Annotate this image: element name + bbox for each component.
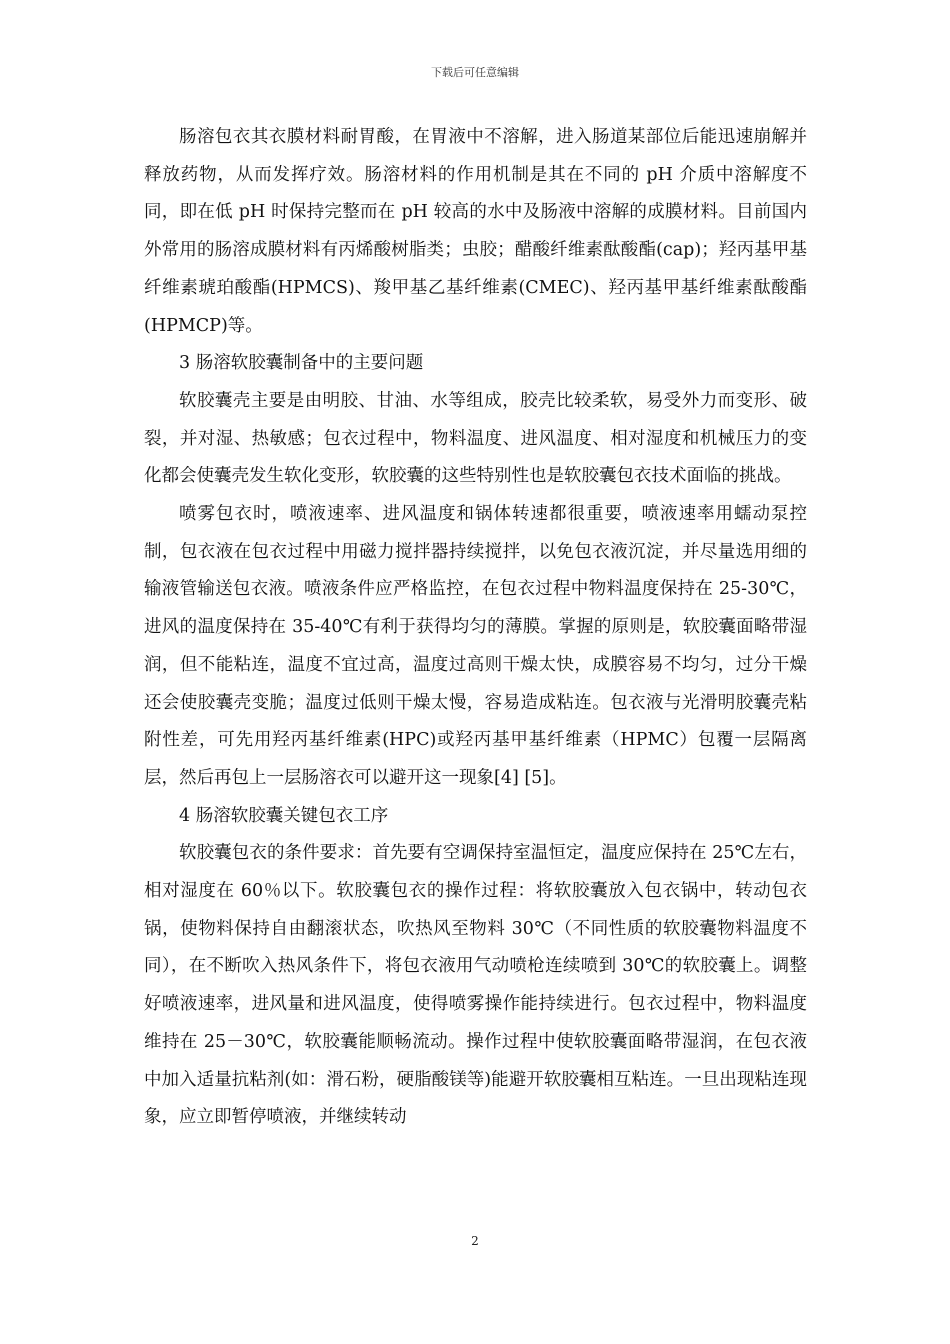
page-number: 2 bbox=[471, 1234, 479, 1248]
paragraph-soft-capsule-shell: 软胶囊壳主要是由明胶、甘油、水等组成，胶壳比较柔软，易受外力而变形、破裂，并对湿、热敏感；包衣过程中，物料温度、进风温度、相对湿度和机械压力的变化都会使囊壳发生软化变形，软胶囊的这些特别性也是软胶囊包衣技术面临的挑战。 bbox=[144, 390, 807, 487]
paragraph-coating-process: 软胶囊包衣的条件要求：首先要有空调保持室温恒定，温度应保持在 25℃左右，相对湿度在 60％以下。软胶囊包衣的操作过程：将软胶囊放入包衣锅中，转动包衣锅，使物料保持自由翻滚状态，吹热风至物料 30℃（不同性质的软胶囊物料温度不同），在不断吹入热风条件下，将包衣液用气动喷枪连续喷到 30℃的软胶囊上。调整好喷液速率，进风量和进风温度，使得喷雾操作能持续进行。包衣过程中，物料温度维持在 25－30℃，软胶囊能顺畅流动。操作过程中使软胶囊面略带湿润，在包衣液中加入适量抗粘剂(如：滑石粉，硬脂酸镁等)能避开软胶囊相互粘连。一旦出现粘连现象，应立即暂停喷液，并继续转动 bbox=[144, 843, 807, 1128]
section-heading-3: 3 肠溶软胶囊制备中的主要问题 bbox=[179, 353, 424, 374]
section-heading-4: 4 肠溶软胶囊关键包衣工序 bbox=[179, 805, 389, 826]
page-header: 下载后可任意编辑 bbox=[431, 66, 519, 79]
paragraph-enteric-coating-materials: 肠溶包衣其衣膜材料耐胃酸，在胃液中不溶解，进入肠道某部位后能迅速崩解并释放药物，从而发挥疗效。肠溶材料的作用机制是其在不同的 pH 介质中溶解度不同，即在低 pH 时保持完整而在 pH 较高的水中及肠液中溶解的成膜材料。目前国内外常用的肠溶成膜材料有丙烯酸树脂类；虫胶；醋酸纤维素酞酸酯(cap)；羟丙基甲基纤维素琥珀酸酯(HPMCS)、羧甲基乙基纤维素(CMEC)、羟丙基甲基纤维素酞酸酯(HPMCP)等。 bbox=[144, 127, 807, 336]
document-body bbox=[144, 119, 807, 1137]
paragraph-spray-coating: 喷雾包衣时，喷液速率、进风温度和锅体转速都很重要，喷液速率用蠕动泵控制，包衣液在包衣过程中用磁力搅拌器持续搅拌，以免包衣液沉淀，并尽量选用细的输液管输送包衣液。喷液条件应严格监控，在包衣过程中物料温度保持在 25-30℃，进风的温度保持在 35-40℃有利于获得均匀的薄膜。掌握的原则是，软胶囊面略带湿润，但不能粘连，温度不宜过高，温度过高则干燥太快，成膜容易不均匀，过分干燥还会使胶囊壳变脆；温度过低则干燥太慢，容易造成粘连。包衣液与光滑明胶囊壳粘附性差，可先用羟丙基纤维素(HPC)或羟丙基甲基纤维素（HPMC）包覆一层隔离层，然后再包上一层肠溶衣可以避开这一现象[4] [5]。 bbox=[144, 504, 807, 788]
